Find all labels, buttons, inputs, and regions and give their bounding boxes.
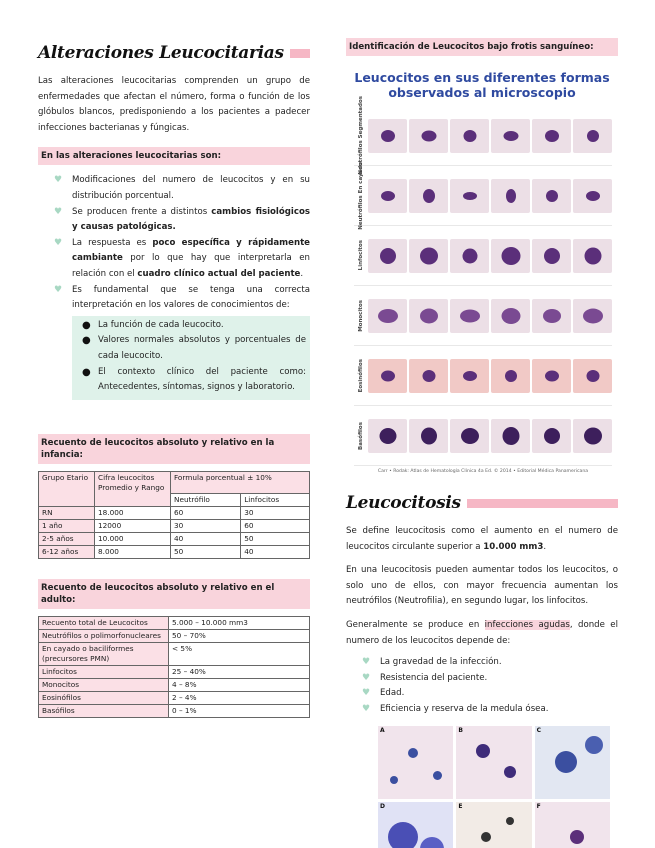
header-neutrofilo: Neutrófilo xyxy=(171,493,241,506)
figure-row xyxy=(354,226,612,286)
table-row: En cayado o baciliformes (precursores PMN) < 5% xyxy=(39,642,310,665)
header-cifra: Cifra leucocitos Promedio y Rango xyxy=(95,471,171,506)
row-label: Eosinófilos xyxy=(358,358,364,393)
left-column xyxy=(38,40,310,718)
list-item: ♥ Es fundamental que se tenga una correcta interpretación en los valores de conocimientos de: xyxy=(54,284,310,311)
figure-row xyxy=(354,161,612,230)
infection-paragraph: Generalmente se produce en infecciones agudas, donde el numero de los leucocitos depende de: xyxy=(346,619,618,646)
dot-bullet-icon: ● xyxy=(82,319,91,331)
photo-d: D xyxy=(378,802,453,848)
intro-paragraph: Las alteraciones leucocitarias comprenden un grupo de enfermedades que afectan el número, forma o función de los glóbulos blancos, predisponiendo a los pacientes a padecer infecciones bacterianas y fúngicas. xyxy=(38,76,310,133)
table-row: RN 18.000 60 30 xyxy=(39,506,310,519)
list-item: ♥ Modificaciones del numero de leucocitos y en su distribución porcentual. xyxy=(54,175,310,201)
photo-e: E xyxy=(456,802,531,848)
row-label: Basófilos xyxy=(358,421,364,450)
photo-c: C xyxy=(535,726,610,799)
leucocitosis-photos xyxy=(378,726,610,848)
adult-count-heading: Recuento de leucocitos absoluto y relativo en el adulto: xyxy=(38,579,310,609)
photo-b: B xyxy=(456,726,531,799)
heart-bullet-icon: ♥ xyxy=(362,657,371,668)
basophil-cells xyxy=(368,419,612,453)
table-row: Linfocitos 25 – 40% xyxy=(39,665,310,678)
heart-bullet-icon: ♥ xyxy=(362,672,371,683)
leukocyte-figure xyxy=(354,96,612,474)
table-row: Neutrófilos o polimorfonucleares 50 – 70% xyxy=(39,629,310,642)
definition-paragraph: Se define leucocitosis como el aumento en el numero de leucocitos circulante superior a 10.000 mm3. xyxy=(346,526,618,552)
table-row: 2-5 años 10.000 40 50 xyxy=(39,532,310,545)
leucocitosis-paragraph: En una leucocitosis pueden aumentar todos los leucocitos, o solo uno de ellos, con mayor frecuencia aumentan los neutrófilos (Neutrofilia), en segundo lugar, los linfocitos. xyxy=(346,565,618,607)
title-underline xyxy=(467,499,618,508)
eosinophil-cells xyxy=(368,359,612,393)
adult-count-table xyxy=(38,616,310,718)
row-label: Monocitos xyxy=(358,299,364,332)
header-grupo: Grupo Etario xyxy=(39,471,95,506)
factors-list xyxy=(346,655,618,717)
table-row: Monocitos 4 – 8% xyxy=(39,678,310,691)
figure-caption: Carr • Rodak: Atlas de Hematología Clínica 4a Ed. © 2014 • Editorial Médica Panamericana xyxy=(377,469,589,474)
header-linfocitos: Linfocitos xyxy=(241,493,310,506)
table-row: 1 año 12000 30 60 xyxy=(39,519,310,532)
list-item: ♥ La respuesta es poco específica y rápidamente cambiante por lo que hay que interpretarla en relación con el cuadro clínico actual del paciente. xyxy=(54,237,310,279)
section-heading: En las alteraciones leucocitarias son: xyxy=(38,147,310,165)
header-formula: Formula porcentual ± 10% xyxy=(171,471,310,493)
title-leucocitosis xyxy=(346,490,618,516)
figure-row xyxy=(354,286,612,346)
figure-row xyxy=(354,96,612,175)
table-row: 6-12 años 8.000 50 40 xyxy=(39,545,310,558)
figure-row xyxy=(354,406,612,466)
table-row: Basófilos 0 – 1% xyxy=(39,704,310,717)
list-item: ♥ Resistencia del paciente. xyxy=(346,671,618,687)
child-count-table xyxy=(38,471,310,559)
heart-bullet-icon: ♥ xyxy=(54,206,63,217)
segmented-cells xyxy=(368,119,612,153)
sub-item: ● Valores normales absolutos y porcentuales de cada leucocito. xyxy=(82,335,306,361)
knowledge-box xyxy=(72,316,310,400)
dot-bullet-icon: ● xyxy=(82,366,91,378)
monocyte-cells xyxy=(368,299,612,333)
heart-bullet-icon: ♥ xyxy=(362,688,371,699)
identification-heading: Identificación de Leucocitos bajo frotis sanguíneo: xyxy=(346,38,618,56)
dot-bullet-icon: ● xyxy=(82,335,91,347)
row-label: Linfocitos xyxy=(358,240,364,271)
heart-bullet-icon: ♥ xyxy=(54,237,63,248)
child-count-heading: Recuento de leucocitos absoluto y relativo en la infancia: xyxy=(38,434,310,464)
figure-title: Leucocitos en sus diferentes formas observados al microscopio xyxy=(354,70,610,100)
figure-row xyxy=(354,346,612,406)
lymphocyte-cells xyxy=(368,239,612,273)
title-alteraciones xyxy=(38,40,310,66)
section-title: Leucocitosis xyxy=(346,493,461,513)
title-underline xyxy=(290,49,310,58)
list-item: ♥ Edad. xyxy=(346,686,618,702)
sub-item: ● El contexto clínico del paciente como: Antecedentes, síntomas, signos y laboratorio. xyxy=(82,366,306,393)
photo-a: A xyxy=(378,726,453,799)
band-cells xyxy=(368,179,612,213)
list-item: ♥ Se producen frente a distintos cambios fisiológicos y causas patológicas. xyxy=(54,206,310,233)
photo-f: F xyxy=(535,802,610,848)
list-item: ♥ Eficiencia y reserva de la medula ósea. xyxy=(346,702,618,718)
table-row: Recuento total de Leucocitos 5.000 – 10.000 mm3 xyxy=(39,616,310,629)
page-title: Alteraciones Leucocitarias xyxy=(38,43,284,63)
row-label: Neutrófilos Segmentados xyxy=(358,96,364,175)
list-item: ♥ La gravedad de la infección. xyxy=(346,655,618,671)
heart-bullet-icon: ♥ xyxy=(54,284,63,295)
right-column xyxy=(346,38,618,848)
alterations-list xyxy=(38,173,310,313)
sub-item: ● La función de cada leucocito. xyxy=(78,318,306,334)
heart-bullet-icon: ♥ xyxy=(362,703,371,714)
row-label: Neutrófilos En cayado xyxy=(358,161,364,230)
table-row: Eosinófilos 2 – 4% xyxy=(39,691,310,704)
heart-bullet-icon: ♥ xyxy=(54,175,63,186)
